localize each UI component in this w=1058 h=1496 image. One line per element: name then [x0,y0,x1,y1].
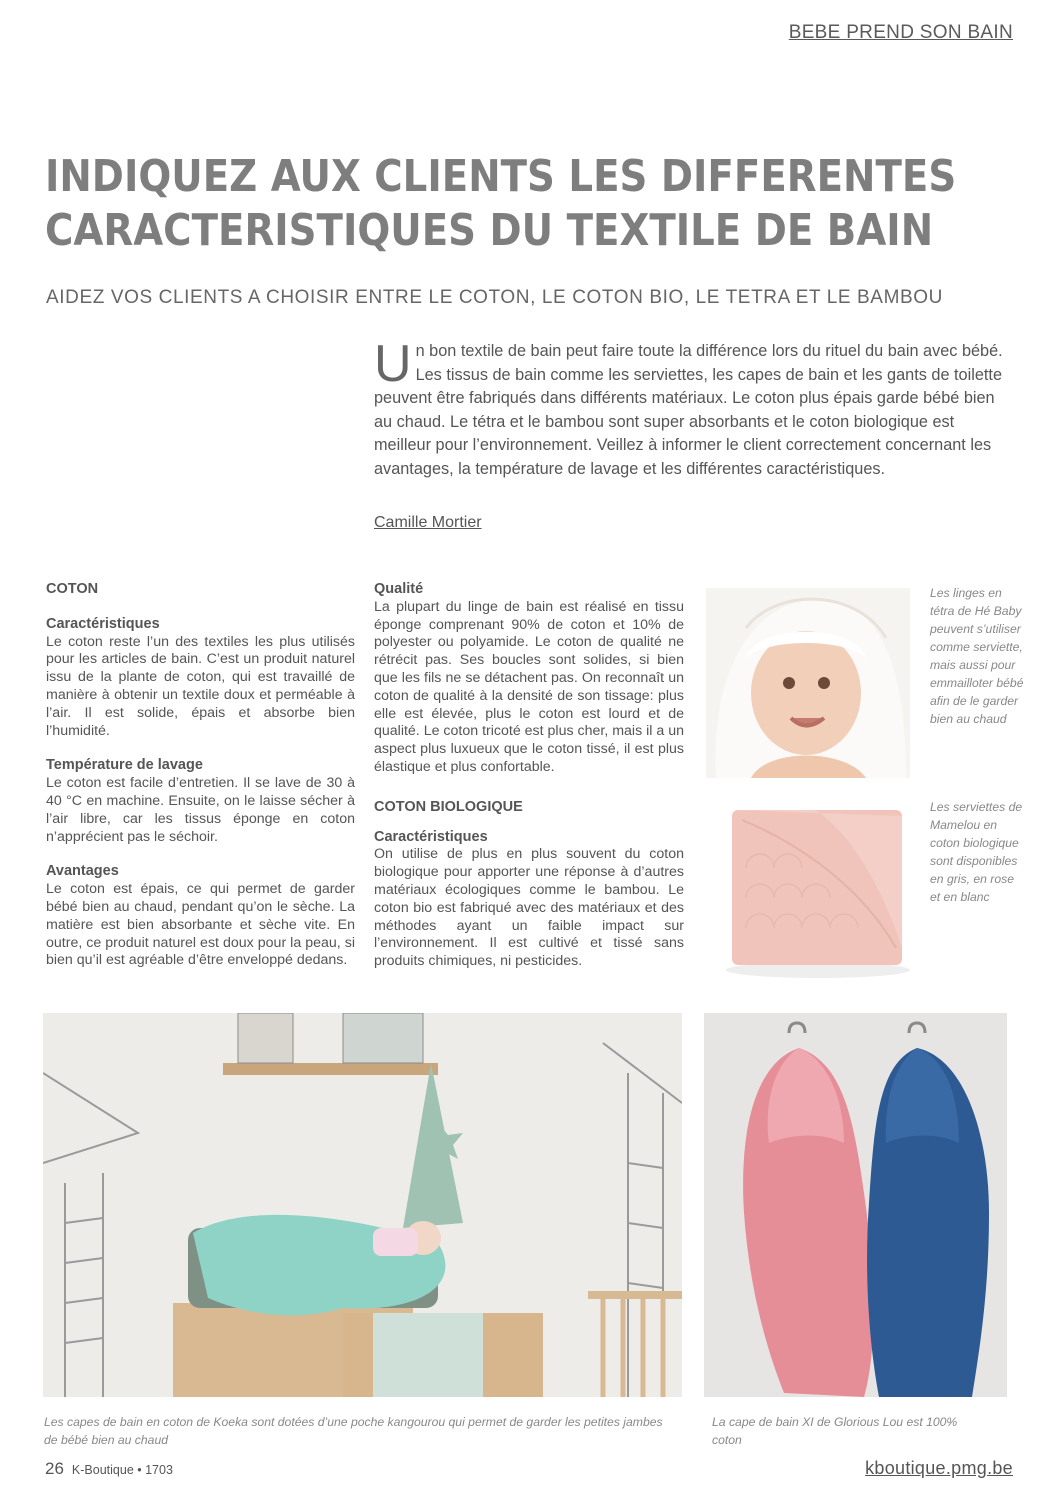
photo-nursery-changing [43,1013,682,1397]
paragraph-avantages: Le coton est épais, ce qui permet de garder bébé bien au chaud, pendant qu’on le sèche. La matière est bien absorbante et sèche vite. En outre, ce produit naturel est doux pour la peau, si bien qu’il est agréable d’être enveloppé dedans. [46,881,355,969]
headline [45,150,957,258]
section-title-coton-bio: COTON BIOLOGIQUE [374,798,523,815]
intro-paragraph [374,335,1014,481]
footer-left [45,1459,173,1479]
website-link[interactable]: kboutique.pmg.be [865,1458,1013,1478]
column-coton [46,581,355,970]
paragraph-caracteristiques-bio: On utilise de plus en plus souvent du coton biologique pour apporter une réponse à d’autres matériaux écologiques comme le bambou. Le coton bio est fabriqué avec des matériaux et des méthodes ayant un faible impact sur l’environnement. Il est cultivé et tissé sans produits chimiques, ni pesticides. [374,846,684,970]
author-byline: Camille Mortier [374,514,482,531]
paragraph-qualite: La plupart du linge de bain est réalisé en tissu éponge comprenant 90% de coton et 10% de polyester ou polyamide. Le coton de qualité ne rétrécit pas. Ses boucles sont solides, si bien que les fils ne se détachent pas. On reconnaît un coton de qualité à la densité de son tissage: plus elle est élevée, plus le coton est lourd et de qualité. Le coton tricoté est plus cher, mais il a un aspect plus luxueux que le coton tissé, il est plus élastique et plus confortable. [374,598,684,775]
paragraph-caracteristiques: Le coton reste l’un des textiles les plus utilisés pour les articles de bain. C’est un produit naturel issu de la plante de coton, qui est travaillé de manière à obtenir un textile doux et perméable à l’air. Il est solide, épais et absorbe bien l’humidité. [46,633,355,739]
photo-pink-towel [706,798,910,983]
dropcap: U [374,335,412,393]
subheading-qualite: Qualité [374,581,424,597]
caption-nursery: Les capes de bain en coton de Koeka sont dotées d’une poche kangourou qui permet de garder les petites jambes de bébé bien au chaud [44,1415,663,1447]
intro-text: n bon textile de bain peut faire toute la différence lors du rituel du bain avec bébé. Les tissus de bain comme les serviettes, les capes de bain et les gants de toilette peuvent être fabriqués dans différents matériaux. Le coton plus épais garde bébé bien au chaud. Le tétra et le bambou sont super absorbants et le coton biologique est meilleur pour l’environnement. Veillez à informer le client correctement concernant les avantages, la température de lavage et les différentes caractéristiques. [374,342,1003,478]
subheading-avantages: Avantages [46,863,119,880]
paragraph-temperature: Le coton est facile d’entretien. Il se lave de 30 à 40 °C en machine. Ensuite, on le laisse sécher à l’air libre, car les tissus éponge en coton n’apprécient pas le séchoir. [46,775,355,845]
caption-hooded-capes: La cape de bain XI de Glorious Lou est 100% coton [712,1415,958,1447]
caption-baby-tetra: Les linges en tétra de Hé Baby peuvent s’utiliser comme serviette, mais aussi pour emmailloter bébé afin de le garder bien au chaud [930,586,1024,726]
subheadline: AIDEZ VOS CLIENTS A CHOISIR ENTRE LE COTON, LE COTON BIO, LE TETRA ET LE BAMBOU [46,287,943,308]
caption-pink-towel: Les serviettes de Mamelou en coton biologique sont disponibles en gris, en rose et en blanc [930,800,1023,904]
photo-hooded-capes [704,1013,1007,1397]
column-qualite [374,581,684,971]
subheading-caracteristiques: Caractéristiques [46,615,160,632]
section-tag: BEBE PREND SON BAIN [788,22,1013,43]
section-title-coton: COTON [46,581,99,597]
subheading-temperature: Température de lavage [46,757,203,774]
headline-line-1: INDIQUEZ AUX CLIENTS LES DIFFERENTES [45,151,957,202]
headline-line-2: CARACTERISTIQUES DU TEXTILE DE BAIN [45,205,934,256]
photo-baby-tetra [706,588,910,778]
page-number: 26 [45,1459,64,1478]
magazine-issue: K-Boutique • 1703 [71,1463,173,1477]
subheading-caracteristiques-bio: Caractéristiques [374,828,488,845]
